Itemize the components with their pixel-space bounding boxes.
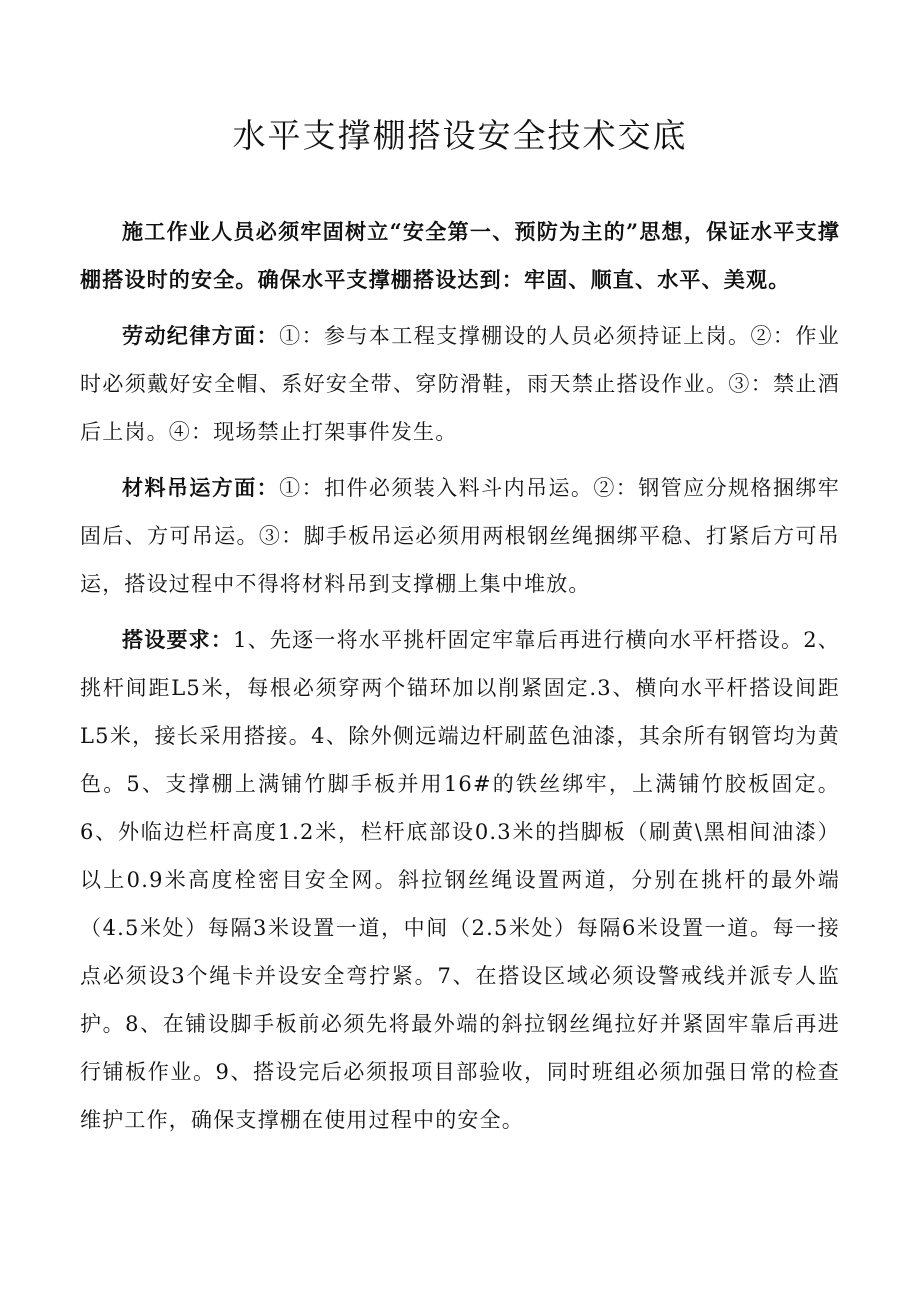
erection-requirements-paragraph [80, 616, 840, 1144]
intro-paragraph: 施工作业人员必须牢固树立“安全第一、预防为主的”思想，保证水平支撑棚搭设时的安全。确保水平支撑棚搭设达到：牢固、顺直、水平、美观。 [80, 219, 840, 292]
erection-requirements-heading: 搭设要求： [122, 627, 234, 652]
labor-discipline-paragraph [80, 312, 840, 456]
material-hoisting-body: ①：扣件必须装入料斗内吊运。②：钢管应分规格捆绑牢固后、方可吊运。③：脚手板吊运必须用两根钢丝绳捆绑平稳、打紧后方可吊运，搭设过程中不得将材料吊到支撑棚上集中堆放。 [80, 476, 841, 596]
labor-discipline-body: ①：参与本工程支撑棚设的人员必须持证上岗。②：作业时必须戴好安全帽、系好安全带、穿防滑鞋，雨天禁止搭设作业。③：禁止酒后上岗。④：现场禁止打架事件发生。 [80, 324, 841, 444]
erection-requirements-body: 1、先逐一将水平挑杆固定牢靠后再进行横向水平杆搭设。2、挑杆间距L5米，每根必须穿两个锚环加以削紧固定.3、横向水平杆搭设间距L5米，接长采用搭接。4、除外侧远端边杆刷蓝色油漆，其余所有钢管均为黄色。5、支撑棚上满铺竹脚手板并用16#的铁丝绑牢，上满铺竹胶板固定。6、外临边栏杆高度1.2米，栏杆底部设0.3米的挡脚板（刷黄\黑相间油漆）以上0.9米高度栓密目安全网。斜拉钢丝绳设置两道，分别在挑杆的最外端（4.5米处）每隔3米设置一道，中间（2.5米处）每隔6米设置一道。每一接点必须设3个绳卡并设安全弯拧紧。7、在搭设区域必须设警戒线并派专人监护。8、在铺设脚手板前必须先将最外端的斜拉钢丝绳拉好并紧固牢靠后再进行铺板作业。9、搭设完后必须报项目部验收，同时班组必须加强日常的检查维护工作，确保支撑棚在使用过程中的安全。 [80, 628, 840, 1132]
document-title: 水平支撑棚搭设安全技术交底 [232, 116, 688, 155]
material-hoisting-heading: 材料吊运方面： [122, 475, 280, 500]
labor-discipline-heading: 劳动纪律方面： [122, 323, 280, 348]
material-hoisting-paragraph [80, 464, 840, 608]
